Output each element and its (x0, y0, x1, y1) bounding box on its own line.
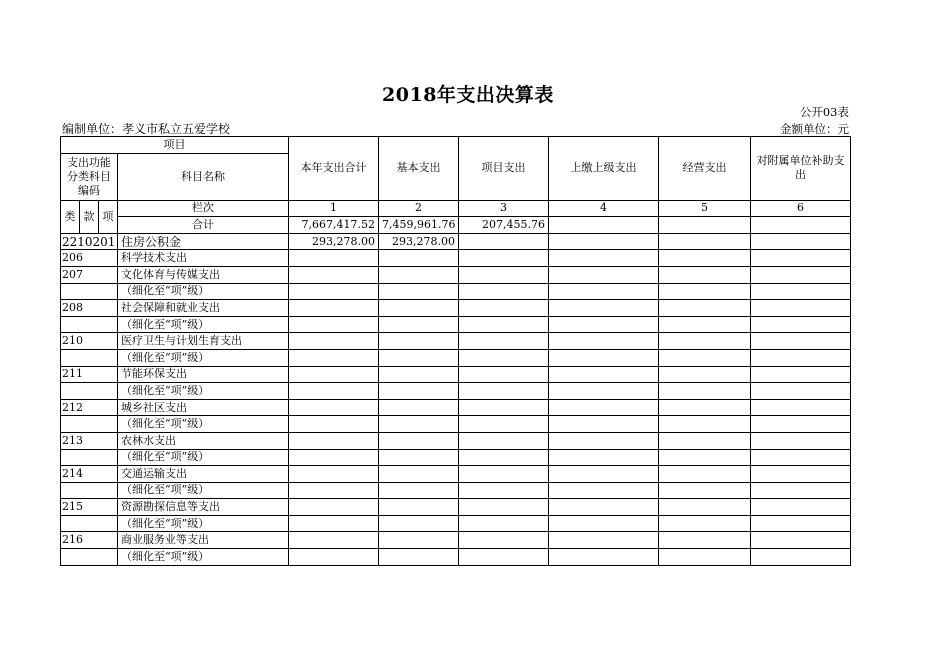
row-subject-name: （细化至“项”级） (118, 416, 289, 433)
sum-basic: 7,459,961.76 (379, 217, 459, 234)
row-code: 214 (61, 466, 118, 483)
row-code (61, 383, 118, 400)
sum-project-expenditure: 207,455.76 (459, 217, 549, 234)
row-business (659, 549, 751, 566)
row-project-expenditure (459, 266, 549, 283)
row-code: 213 (61, 432, 118, 449)
row-total: 293,278.00 (289, 233, 379, 250)
sum-subsidy (751, 217, 851, 234)
col-no-6: 6 (751, 200, 851, 217)
row-total (289, 366, 379, 383)
row-subsidy (751, 349, 851, 366)
row-subsidy (751, 250, 851, 267)
table-row (61, 416, 851, 433)
sum-upper (549, 217, 659, 234)
row-subsidy (751, 466, 851, 483)
row-total (289, 266, 379, 283)
row-subsidy (751, 316, 851, 333)
header-lei: 类 (61, 200, 80, 233)
row-basic (379, 482, 459, 499)
table-row (61, 250, 851, 267)
row-basic (379, 416, 459, 433)
row-basic (379, 250, 459, 267)
page-title: 2018年支出决算表 (382, 84, 554, 106)
row-subject-name: 城乡社区支出 (118, 399, 289, 416)
row-total (289, 432, 379, 449)
row-project-expenditure (459, 532, 549, 549)
row-basic (379, 283, 459, 300)
row-basic (379, 316, 459, 333)
row-code: 215 (61, 499, 118, 516)
row-business (659, 266, 751, 283)
row-business (659, 432, 751, 449)
row-upper (549, 333, 659, 350)
row-subsidy (751, 266, 851, 283)
row-code: 210 (61, 333, 118, 350)
row-upper (549, 233, 659, 250)
row-total (289, 300, 379, 317)
row-code: 207 (61, 266, 118, 283)
row-code: 211 (61, 366, 118, 383)
row-project-expenditure (459, 399, 549, 416)
row-project-expenditure (459, 449, 549, 466)
row-subject-name: 医疗卫生与计划生育支出 (118, 333, 289, 350)
row-upper (549, 416, 659, 433)
row-subsidy (751, 416, 851, 433)
row-code: 206 (61, 250, 118, 267)
row-subject-name: 节能环保支出 (118, 366, 289, 383)
row-total (289, 250, 379, 267)
sum-label: 合计 (118, 217, 289, 234)
row-upper (549, 532, 659, 549)
row-subject-name: （细化至“项”级） (118, 383, 289, 400)
row-project-expenditure (459, 466, 549, 483)
row-business (659, 300, 751, 317)
header-basic: 基本支出 (379, 137, 459, 201)
row-subject-name: （细化至“项”级） (118, 449, 289, 466)
row-business (659, 333, 751, 350)
row-basic (379, 366, 459, 383)
row-project-expenditure (459, 383, 549, 400)
row-project-expenditure (459, 549, 549, 566)
row-subject-name: （细化至“项”级） (118, 549, 289, 566)
header-xiang: 项 (99, 200, 118, 233)
row-basic (379, 383, 459, 400)
row-basic (379, 499, 459, 516)
row-subsidy (751, 366, 851, 383)
header-row-1 (61, 137, 851, 154)
row-project-expenditure (459, 233, 549, 250)
row-total (289, 399, 379, 416)
table-row (61, 333, 851, 350)
row-upper (549, 250, 659, 267)
row-project-expenditure (459, 349, 549, 366)
row-project-expenditure (459, 316, 549, 333)
row-code (61, 449, 118, 466)
row-subject-name: 社会保障和就业支出 (118, 300, 289, 317)
table-row (61, 499, 851, 516)
row-basic (379, 333, 459, 350)
header-total: 本年支出合计 (289, 137, 379, 201)
row-subject-name: （细化至“项”级） (118, 349, 289, 366)
table-row (61, 549, 851, 566)
row-subsidy (751, 300, 851, 317)
row-basic (379, 515, 459, 532)
row-project-expenditure (459, 250, 549, 267)
row-total (289, 466, 379, 483)
row-total (289, 416, 379, 433)
row-total (289, 283, 379, 300)
col-no-1: 1 (289, 200, 379, 217)
table-row (61, 383, 851, 400)
row-upper (549, 366, 659, 383)
row-subsidy (751, 515, 851, 532)
row-business (659, 499, 751, 516)
col-no-2: 2 (379, 200, 459, 217)
row-upper (549, 399, 659, 416)
table-row (61, 515, 851, 532)
form-code: 公开03表 (799, 105, 849, 119)
row-subject-name: （细化至“项”级） (118, 316, 289, 333)
row-upper (549, 432, 659, 449)
row-code (61, 283, 118, 300)
row-subject-name: 科学技术支出 (118, 250, 289, 267)
row-project-expenditure (459, 416, 549, 433)
table-row (61, 466, 851, 483)
row-upper (549, 383, 659, 400)
row-subsidy (751, 333, 851, 350)
table-row (61, 482, 851, 499)
row-code (61, 482, 118, 499)
row-subsidy (751, 432, 851, 449)
row-code (61, 316, 118, 333)
row-total (289, 532, 379, 549)
header-subject-name: 科目名称 (118, 153, 289, 200)
table-row (61, 399, 851, 416)
row-project-expenditure (459, 283, 549, 300)
row-subsidy (751, 283, 851, 300)
row-project-expenditure (459, 300, 549, 317)
row-business (659, 366, 751, 383)
row-total (289, 499, 379, 516)
header-func-code: 支出功能分类科目编码 (61, 153, 118, 200)
row-upper (549, 466, 659, 483)
header-business: 经营支出 (659, 137, 751, 201)
row-business (659, 283, 751, 300)
row-code (61, 349, 118, 366)
row-total (289, 549, 379, 566)
row-total (289, 449, 379, 466)
row-subsidy (751, 482, 851, 499)
row-total (289, 515, 379, 532)
row-basic (379, 349, 459, 366)
amount-unit: 金额单位：元 (780, 122, 849, 136)
header-project-expenditure: 项目支出 (459, 137, 549, 201)
row-project-expenditure (459, 499, 549, 516)
row-upper (549, 316, 659, 333)
row-subject-name: （细化至“项”级） (118, 283, 289, 300)
row-total (289, 316, 379, 333)
row-basic: 293,278.00 (379, 233, 459, 250)
row-subject-name: （细化至“项”级） (118, 515, 289, 532)
row-business (659, 316, 751, 333)
table-row (61, 300, 851, 317)
header-upper: 上缴上级支出 (549, 137, 659, 201)
row-upper (549, 549, 659, 566)
table-row (61, 366, 851, 383)
row-business (659, 482, 751, 499)
row-subsidy (751, 449, 851, 466)
row-code (61, 515, 118, 532)
table-row (61, 349, 851, 366)
row-project-expenditure (459, 515, 549, 532)
row-code (61, 416, 118, 433)
row-basic (379, 449, 459, 466)
row-basic (379, 549, 459, 566)
row-total (289, 383, 379, 400)
row-business (659, 532, 751, 549)
row-total (289, 333, 379, 350)
row-total (289, 482, 379, 499)
header-project: 项目 (61, 137, 289, 154)
row-subsidy (751, 549, 851, 566)
row-subject-name: 交通运输支出 (118, 466, 289, 483)
row-subsidy (751, 399, 851, 416)
col-no-4: 4 (549, 200, 659, 217)
table-row (61, 532, 851, 549)
row-upper (549, 300, 659, 317)
table-row (61, 233, 851, 250)
sum-total: 7,667,417.52 (289, 217, 379, 234)
row-project-expenditure (459, 333, 549, 350)
row-subject-name: 农林水支出 (118, 432, 289, 449)
row-code: 212 (61, 399, 118, 416)
row-subsidy (751, 532, 851, 549)
row-code: 216 (61, 532, 118, 549)
row-total (289, 349, 379, 366)
table-row (61, 449, 851, 466)
row-project-expenditure (459, 482, 549, 499)
row-business (659, 233, 751, 250)
row-business (659, 515, 751, 532)
table-row (61, 283, 851, 300)
table-row (61, 432, 851, 449)
header-subsidy: 对附属单位补助支出 (751, 137, 851, 201)
expenditure-table (60, 136, 851, 566)
row-basic (379, 432, 459, 449)
row-upper (549, 266, 659, 283)
table-row (61, 316, 851, 333)
row-business (659, 449, 751, 466)
row-subject-name: 住房公积金 (118, 233, 289, 250)
col-no-5: 5 (659, 200, 751, 217)
row-basic (379, 300, 459, 317)
col-no-3: 3 (459, 200, 549, 217)
row-project-expenditure (459, 366, 549, 383)
row-subsidy (751, 383, 851, 400)
row-basic (379, 466, 459, 483)
row-upper (549, 499, 659, 516)
row-subject-name: 商业服务业等支出 (118, 532, 289, 549)
row-basic (379, 399, 459, 416)
row-upper (549, 515, 659, 532)
row-basic (379, 532, 459, 549)
header-column-no: 栏次 (118, 200, 289, 217)
header-row-colno (61, 200, 851, 217)
row-upper (549, 283, 659, 300)
sum-row (61, 217, 851, 234)
row-code (61, 549, 118, 566)
row-basic (379, 266, 459, 283)
header-kuan: 款 (80, 200, 99, 233)
row-business (659, 466, 751, 483)
row-subsidy (751, 233, 851, 250)
row-business (659, 250, 751, 267)
row-code: 208 (61, 300, 118, 317)
row-business (659, 383, 751, 400)
row-upper (549, 349, 659, 366)
sum-business (659, 217, 751, 234)
row-subject-name: 资源勘探信息等支出 (118, 499, 289, 516)
compiling-unit: 编制单位：孝义市私立五爱学校 (62, 122, 231, 136)
table-row (61, 266, 851, 283)
row-business (659, 416, 751, 433)
row-code: 2210201 (61, 233, 118, 250)
row-upper (549, 449, 659, 466)
row-subject-name: 文化体育与传媒支出 (118, 266, 289, 283)
row-upper (549, 482, 659, 499)
row-business (659, 399, 751, 416)
row-business (659, 349, 751, 366)
row-subject-name: （细化至“项”级） (118, 482, 289, 499)
row-subsidy (751, 499, 851, 516)
row-project-expenditure (459, 432, 549, 449)
